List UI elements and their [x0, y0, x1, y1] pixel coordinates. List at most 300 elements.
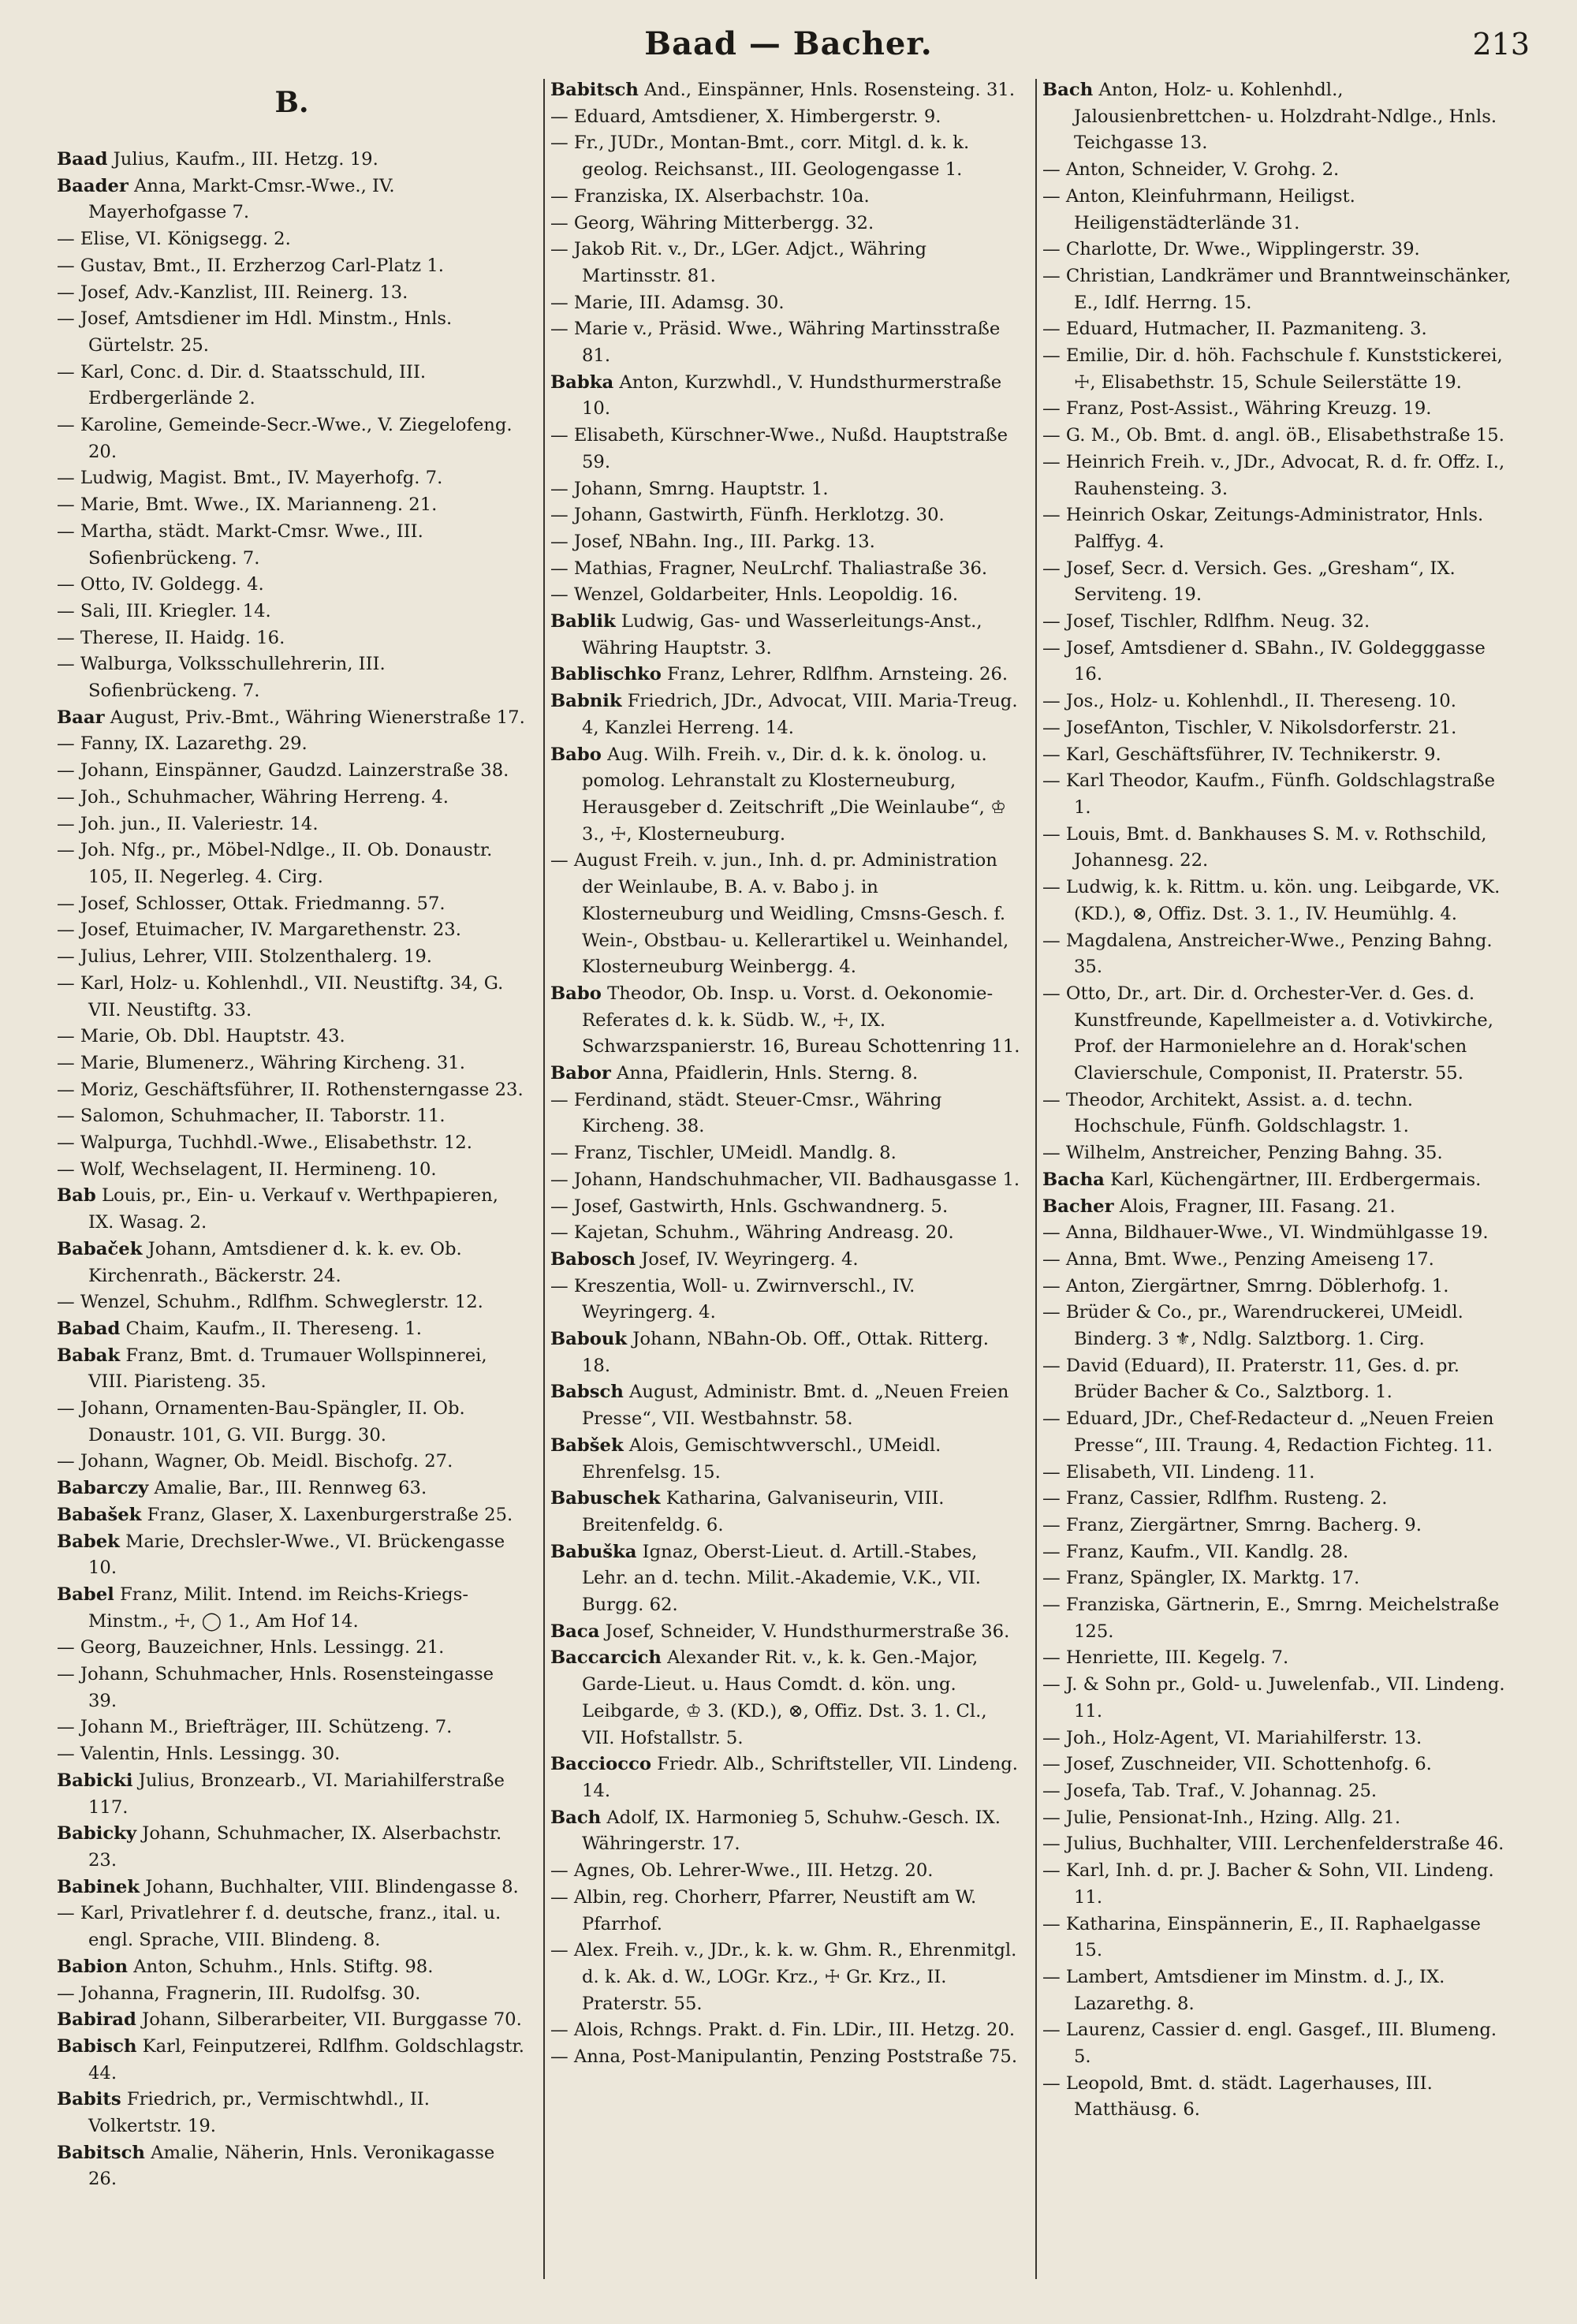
entry-text: — Joh. jun., II. Valeriestr. 14.: [57, 813, 319, 834]
directory-entry: [550, 237, 1020, 289]
entry-text: — Josef, Adv.-Kanzlist, III. Reinerg. 13.: [57, 282, 408, 303]
directory-entry: [550, 1619, 1020, 1646]
entry-text: — Georg, Bauzeichner, Hnls. Lessingg. 21.: [57, 1637, 445, 1658]
directory-entry: [1042, 1300, 1512, 1352]
entry-surname: Babad: [57, 1318, 121, 1339]
entry-text: Julius, Kaufm., III. Hetzg. 19.: [107, 149, 378, 170]
entry-text: — Heinrich Oskar, Zeitungs-Administrator, Hnls. Palffyg. 4.: [1042, 505, 1484, 552]
directory-entry: [1042, 768, 1512, 821]
entry-text: — Franz, Cassier, Rdlfhm. Rusteng. 2.: [1042, 1488, 1388, 1509]
entry-surname: Babo: [550, 744, 602, 765]
entry-text: — Johann, Einspänner, Gaudzd. Lainzerstraße 38.: [57, 760, 509, 782]
directory-entry: [550, 1167, 1020, 1194]
entry-surname: Babinek: [57, 1876, 140, 1897]
directory-entry: [1042, 157, 1512, 184]
entry-text: — Otto, Dr., art. Dir. d. Orchester-Ver. d. Ges. d. Kunstfreunde, Kapellmeister a. d. Votivkirche, Prof. der Harmonielehre an d. Horak'schen Clavierschule, Componist, II. Praterstr. 55.: [1042, 983, 1493, 1084]
entry-text: — Marie, III. Adamsg. 30.: [550, 292, 785, 313]
directory-entry: [1042, 1513, 1512, 1539]
directory-entry: [57, 971, 527, 1024]
directory-entry: [57, 2034, 527, 2087]
directory-entry: [550, 211, 1020, 237]
entry-surname: Bach: [1042, 80, 1094, 100]
directory-entry: [1042, 343, 1512, 396]
entry-text: — Elisabeth, Kürschner-Wwe., Nußd. Hauptstraße 59.: [550, 425, 1008, 472]
entry-surname: Babor: [550, 1063, 611, 1084]
column-divider: [1035, 79, 1037, 2279]
entry-text: — Karl Theodor, Kaufm., Fünfh. Goldschlagstraße 1.: [1042, 770, 1496, 818]
directory-entry: [57, 1502, 527, 1529]
directory-entry: [550, 1486, 1020, 1539]
entry-text: — Magdalena, Anstreicher-Wwe., Penzing Bahng. 35.: [1042, 930, 1493, 978]
entry-text: — Josef, Amtsdiener d. SBahn., IV. Goldegggasse 16.: [1042, 637, 1486, 685]
entry-text: — G. M., Ob. Bmt. d. angl. öB., Elisabethstraße 15.: [1042, 425, 1504, 446]
entry-text: — Walpurga, Tuchhdl.-Wwe., Elisabethstr. 12.: [57, 1132, 472, 1154]
directory-entry: [57, 572, 527, 599]
directory-entry: [550, 1274, 1020, 1326]
entry-text: — Josef, Amtsdiener im Hdl. Minstm., Hnls. Gürtelstr. 25.: [57, 308, 453, 356]
directory-entry: [550, 529, 1020, 556]
entry-text: — Anton, Schneider, V. Grohg. 2.: [1042, 159, 1340, 181]
directory-entry: [57, 1396, 527, 1449]
entry-text: — Josef, Etuimacher, IV. Margarethenstr. 23.: [57, 920, 461, 941]
entry-text: Marie, Drechsler-Wwe., VI. Brückengasse 10.: [88, 1531, 505, 1579]
entry-text: — Karl, Conc. d. Dir. d. Staatsschuld, III. Erdbergerlände 2.: [57, 361, 427, 409]
entry-text: — Johanna, Fragnerin, III. Rudolfsg. 30.: [57, 1983, 421, 2004]
directory-entry: [550, 1140, 1020, 1167]
entry-text: — Anna, Post-Manipulantin, Penzing Poststraße 75.: [550, 2046, 1018, 2068]
directory-entry: [57, 280, 527, 307]
directory-entry: [57, 1529, 527, 1582]
directory-entry: [1042, 1645, 1512, 1672]
directory-entry: [550, 370, 1020, 423]
entry-text: — Alois, Rchngs. Prakt. d. Fin. LDir., III. Hetzg. 20.: [550, 2020, 1016, 2041]
directory-entry: [1042, 1087, 1512, 1140]
directory-entry: [1042, 1565, 1512, 1592]
directory-entry: [57, 1475, 527, 1502]
entry-text: Franz, Glaser, X. Laxenburgerstraße 25.: [141, 1504, 513, 1525]
directory-entry: [1042, 1751, 1512, 1778]
directory-entry: [57, 2087, 527, 2139]
directory-entry: [1042, 742, 1512, 769]
directory-entry: [1042, 1194, 1512, 1221]
entry-text: Franz, Lehrer, Rdlfhm. Arnsteing. 26.: [661, 664, 1008, 685]
directory-entry: [57, 1635, 527, 1662]
entry-surname: Babicki: [57, 1770, 133, 1791]
entry-text: — Josefa, Tab. Traf., V. Johannag. 25.: [1042, 1781, 1378, 1801]
entry-text: — Kajetan, Schuhm., Währing Andreasg. 20.: [550, 1222, 954, 1244]
entry-text: — Josef, Zuschneider, VII. Schottenhofg. 6.: [1042, 1754, 1432, 1775]
directory-entry: [550, 290, 1020, 317]
entry-text: Franz, Milit. Intend. im Reichs-Kriegs-Minstm., ☩, ◯ 1., Am Hof 14.: [88, 1584, 469, 1632]
entry-text: — Marie, Bmt. Wwe., IX. Marianneng. 21.: [57, 494, 438, 516]
entry-text: — Karl, Privatlehrer f. d. deutsche, franz., ital. u. engl. Sprache, VIII. Blindeng. 8.: [57, 1903, 501, 1951]
directory-entry: [57, 785, 527, 811]
page-title: Baad — Bacher.: [644, 25, 933, 62]
entry-text: — Anton, Kleinfuhrmann, Heiligst. Heiligenstädterlände 31.: [1042, 185, 1355, 233]
directory-entry: [1042, 1353, 1512, 1406]
entry-text: — Marie, Blumenerz., Währing Kircheng. 31.: [57, 1052, 465, 1073]
directory-entry: [57, 837, 527, 890]
directory-entry: [57, 705, 527, 732]
directory-entry: [550, 104, 1020, 131]
entry-text: August, Administr. Bmt. d. „Neuen Freien Presse“, VII. Westbahnstr. 58.: [582, 1382, 1009, 1430]
entry-text: Josef, Schneider, V. Hundsthurmerstraße 36.: [599, 1621, 1010, 1642]
entry-text: — Henriette, III. Kegelg. 7.: [1042, 1647, 1289, 1669]
directory-entry: [57, 599, 527, 625]
entry-text: Johann, Silberarbeiter, VII. Burggasse 70.: [136, 2009, 522, 2031]
entry-text: — Brüder & Co., pr., Warendruckerei, UMeidl. Binderg. 3 ⚜, Ndlg. Salztborg. 1. Cirg.: [1042, 1302, 1463, 1350]
entry-surname: Babek: [57, 1531, 120, 1552]
directory-entry: [1042, 1247, 1512, 1274]
entry-text: Amalie, Bar., III. Rennweg 63.: [148, 1478, 427, 1499]
entry-text: — Georg, Währing Mitterbergg. 32.: [550, 212, 874, 233]
directory-entry: [57, 1662, 527, 1714]
directory-entry: [550, 609, 1020, 662]
entry-text: — Johann, Schuhmacher, Hnls. Rosensteingasse 39.: [57, 1664, 494, 1711]
entry-text: — Franziska, IX. Alserbachstr. 10a.: [550, 185, 870, 207]
directory-entry: [57, 625, 527, 652]
entry-text: — Lambert, Amtsdiener im Minstm. d. J., IX. Lazarethg. 8.: [1042, 1966, 1445, 2014]
entry-text: Johann, NBahn-Ob. Off., Ottak. Ritterg. 18.: [582, 1329, 989, 1376]
entry-text: — Johann, Gastwirth, Fünfh. Herklotzg. 30.: [550, 505, 945, 526]
directory-entry: [550, 848, 1020, 981]
entry-surname: Bablik: [550, 611, 616, 632]
directory-entry: [550, 2017, 1020, 2044]
directory-entry: [57, 306, 527, 359]
entry-text: — Julie, Pensionat-Inh., Hzing. Allg. 21.: [1042, 1807, 1401, 1828]
entry-text: — Josef, Secr. d. Versich. Ges. „Gresham“, IX. Serviteng. 19.: [1042, 558, 1456, 606]
entry-text: Anna, Pfaidlerin, Hnls. Sterng. 8.: [610, 1063, 919, 1084]
entry-text: — Anton, Ziergärtner, Smrng. Döblerhofg. 1.: [1042, 1275, 1449, 1296]
directory-entry: [550, 1433, 1020, 1486]
directory-entry: [550, 502, 1020, 529]
entry-text: — Wenzel, Schuhm., Rdlfhm. Schweglerstr. 12.: [57, 1292, 483, 1313]
entry-text: Theodor, Ob. Insp. u. Vorst. d. Oekonomie-Referates d. k. k. Südb. W., ☩, IX. Schwarzspanierstr. 16, Bureau Schottenring 11.: [582, 983, 1020, 1058]
entry-text: — Charlotte, Dr. Wwe., Wipplingerstr. 39.: [1042, 239, 1420, 260]
entry-text: — Jakob Rit. v., Dr., LGer. Adjct., Währing Martinsstr. 81.: [550, 239, 926, 286]
entry-text: — Fanny, IX. Lazarethg. 29.: [57, 733, 308, 755]
directory-entry: [57, 465, 527, 492]
entry-text: Friedrich, JDr., Advocat, VIII. Maria-Treug. 4, Kanzlei Herreng. 14.: [582, 691, 1018, 738]
directory-entry: [57, 1289, 527, 1316]
directory-entry: [550, 1087, 1020, 1140]
directory-entry: [57, 891, 527, 918]
directory-entry: [57, 519, 527, 572]
entry-text: — Franz, Kaufm., VII. Kandlg. 28.: [1042, 1541, 1349, 1562]
entry-text: Anton, Schuhm., Hnls. Stiftg. 98.: [128, 1956, 434, 1977]
directory-entry: [1042, 450, 1512, 502]
directory-entry: [1042, 1220, 1512, 1247]
entry-text: August, Priv.-Bmt., Währing Wienerstraße 17.: [104, 707, 525, 728]
directory-entry: [57, 147, 527, 173]
directory-entry: [57, 1981, 527, 2008]
directory-entry: [57, 2007, 527, 2034]
directory-entry: [1042, 715, 1512, 742]
directory-entry: [57, 1582, 527, 1635]
directory-entry: [550, 130, 1020, 183]
entry-text: — Otto, IV. Goldegg. 4.: [57, 574, 264, 595]
section-letter: B.: [274, 86, 309, 119]
entry-surname: Babisch: [57, 2035, 137, 2057]
entry-text: — Mathias, Fragner, NeuLrchf. Thaliastraße 36.: [550, 558, 988, 579]
directory-entry: [1042, 822, 1512, 875]
page-number: 213: [1472, 27, 1530, 62]
directory-entry: [550, 1938, 1020, 2017]
directory-entry: [57, 811, 527, 838]
directory-entry: [1042, 396, 1512, 423]
entry-text: Friedr. Alb., Schriftsteller, VII. Lindeng. 14.: [582, 1754, 1018, 1801]
entry-text: — Josef, NBahn. Ing., III. Parkg. 13.: [550, 531, 875, 552]
entry-text: — Valentin, Hnls. Lessingg. 30.: [57, 1744, 341, 1765]
directory-entry: [550, 1885, 1020, 1938]
entry-text: Karl, Feinputzerei, Rdlfhm. Goldschlagstr. 44.: [88, 2035, 524, 2083]
entry-text: — Josef, Schlosser, Ottak. Friedmanng. 57.: [57, 893, 446, 914]
directory-entry: [1042, 1274, 1512, 1300]
directory-entry: [57, 1714, 527, 1741]
directory-entry: [550, 1220, 1020, 1247]
entry-text: — Franz, Spängler, IX. Marktg. 17.: [1042, 1568, 1360, 1589]
directory-entry: [550, 77, 1020, 104]
entry-text: — Wolf, Wechselagent, II. Hermineng. 10.: [57, 1158, 437, 1180]
directory-entry: [57, 1768, 527, 1821]
entry-text: Anna, Markt-Cmsr.-Wwe., IV. Mayerhofgasse 7.: [88, 175, 395, 223]
directory-entry: [1042, 2071, 1512, 2124]
entry-surname: Babašek: [57, 1504, 142, 1525]
directory-entry: [57, 758, 527, 785]
entry-text: Louis, pr., Ein- u. Verkauf v. Werthpapieren, IX. Wasag. 2.: [88, 1185, 498, 1233]
entry-text: — Julius, Buchhalter, VIII. Lerchenfelderstraße 46.: [1042, 1833, 1504, 1855]
entry-surname: Babuschek: [550, 1488, 661, 1509]
entry-text: — Fr., JUDr., Montan-Bmt., corr. Mitgl. d. k. k. geolog. Reichsanst., III. Geologengasse 1.: [550, 132, 970, 181]
entry-surname: Babosch: [550, 1248, 636, 1270]
entry-text: — Karl, Geschäftsführer, IV. Technikerstr. 9.: [1042, 744, 1441, 765]
entry-text: — Ludwig, Magist. Bmt., IV. Mayerhofg. 7.: [57, 468, 443, 489]
entry-text: — Wenzel, Goldarbeiter, Hnls. Leopoldig. 16.: [550, 584, 959, 606]
directory-entry: [57, 492, 527, 519]
directory-entry: [550, 423, 1020, 476]
directory-entry: [1042, 1858, 1512, 1911]
entry-text: — Emilie, Dir. d. höh. Fachschule f. Kunststickerei, ☩, Elisabethstr. 15, Schule Seilerstätte 19.: [1042, 345, 1503, 393]
directory-entry: [550, 1247, 1020, 1274]
entry-text: Anton, Holz- u. Kohlenhdl., Jalousienbrettchen- u. Holzdraht-Ndlge., Hnls. Teichgasse 13.: [1074, 80, 1497, 154]
entry-text: — Karl, Holz- u. Kohlenhdl., VII. Neustiftg. 34, G. VII. Neustiftg. 33.: [57, 972, 504, 1020]
directory-entry: [57, 412, 527, 465]
entry-text: — Laurenz, Cassier d. engl. Gasgef., III. Blumeng. 5.: [1042, 2020, 1497, 2068]
entry-text: Ignaz, Oberst-Lieut. d. Artill.-Stabes, Lehr. an d. techn. Milit.-Akademie, V.K., VII. Burgg. 62.: [582, 1541, 982, 1616]
entry-text: Amalie, Näherin, Hnls. Veronikagasse 26.: [88, 2142, 495, 2190]
entry-surname: Babion: [57, 1956, 128, 1977]
entry-text: — Leopold, Bmt. d. städt. Lagerhauses, III. Matthäusg. 6.: [1042, 2072, 1433, 2121]
entry-text: Alexander Rit. v., k. k. Gen.-Major, Garde-Lieut. u. Haus Comdt. d. kön. ung. Leibgarde, ♔ 3. (KD.), ⊗, Offiz. Dst. 3. 1. Cl., VII. Hofstallstr. 5.: [582, 1647, 987, 1748]
entry-surname: Babouk: [550, 1329, 628, 1350]
directory-entry: [1042, 1912, 1512, 1964]
column-divider: [543, 79, 545, 2279]
directory-entry: [1042, 609, 1512, 636]
entry-text: — Anna, Bildhauer-Wwe., VI. Windmühlgasse 19.: [1042, 1222, 1489, 1244]
entry-text: — Jos., Holz- u. Kohlenhdl., II. Thereseng. 10.: [1042, 691, 1456, 712]
entry-text: Anton, Kurzwhdl., V. Hundsthurmerstraße 10.: [582, 371, 1002, 420]
directory-entry: [57, 173, 527, 226]
entry-text: — J. & Sohn pr., Gold- u. Juwelenfab., VII. Lindeng. 11.: [1042, 1674, 1505, 1722]
entry-text: — Joh. Nfg., pr., Möbel-Ndlge., II. Ob. Donaustr. 105, II. Negerleg. 4. Cirg.: [57, 840, 493, 887]
entry-text: Josef, IV. Weyringerg. 4.: [635, 1248, 859, 1270]
directory-entry: [57, 1316, 527, 1343]
entry-text: Johann, Schuhmacher, IX. Alserbachstr. 23.: [88, 1823, 502, 1871]
entry-surname: Babirad: [57, 2009, 136, 2031]
entry-text: — Joh., Schuhmacher, Währing Herreng. 4.: [57, 786, 449, 808]
directory-entry: [57, 1901, 527, 1953]
page-header: [0, 22, 1577, 73]
directory-entry: [1042, 2017, 1512, 2070]
entry-surname: Babicky: [57, 1823, 137, 1845]
entry-text: — Johann, Wagner, Ob. Meidl. Bischofg. 27.: [57, 1451, 453, 1472]
entry-text: Ludwig, Gas- und Wasserleitungs-Anst., Währing Hauptstr. 3.: [582, 611, 982, 658]
entry-surname: Baca: [550, 1621, 600, 1642]
entry-text: — Ludwig, k. k. Rittm. u. kön. ung. Leibgarde, VK. (KD.), ⊗, Offiz. Dst. 3. 1., IV. Heumühlg. 4.: [1042, 877, 1501, 924]
entry-surname: Baar: [57, 707, 105, 728]
entry-text: — Wilhelm, Anstreicher, Penzing Bahng. 35.: [1042, 1143, 1443, 1164]
entry-surname: Babitsch: [550, 80, 639, 100]
directory-entry: [1042, 1539, 1512, 1566]
directory-entry: [550, 662, 1020, 688]
directory-entry: [1042, 1778, 1512, 1805]
entry-text: — Franziska, Gärtnerin, E., Smrng. Meichelstraße 125.: [1042, 1595, 1500, 1642]
directory-entry: [57, 1130, 527, 1157]
directory-entry: [550, 1194, 1020, 1221]
directory-entry: [550, 1061, 1020, 1087]
entry-text: — Karl, Inh. d. pr. J. Bacher & Sohn, VII. Lindeng. 11.: [1042, 1860, 1494, 1908]
entry-text: — Eduard, Amtsdiener, X. Himbergerstr. 9.: [550, 106, 941, 127]
entry-text: — Walburga, Volksschullehrerin, III. Sofienbrückeng. 7.: [57, 654, 386, 702]
directory-entry: [550, 981, 1020, 1061]
entry-text: Johann, Buchhalter, VIII. Blindengasse 8.: [140, 1876, 519, 1897]
directory-entry: [57, 651, 527, 704]
entry-text: — Agnes, Ob. Lehrer-Wwe., III. Hetzg. 20.: [550, 1860, 934, 1882]
directory-entry: [57, 1237, 527, 1289]
directory-entry: [1042, 1725, 1512, 1752]
directory-entry: [1042, 556, 1512, 609]
entry-surname: Babka: [550, 371, 614, 393]
directory-entry: [550, 582, 1020, 609]
entry-surname: Babsch: [550, 1382, 624, 1403]
entry-text: — Sali, III. Kriegler. 14.: [57, 600, 271, 621]
entry-text: Aug. Wilh. Freih. v., Dir. d. k. k. önolog. u. pomolog. Lehranstalt zu Klosterneuburg, Herausgeber d. Zeitschrift „Die Weinlaube“, ♔ 3., ☩, Klosterneuburg.: [582, 744, 1007, 845]
entry-text: — Karoline, Gemeinde-Secr.-Wwe., V. Ziegelofeng. 20.: [57, 415, 513, 462]
directory-entry: [1042, 316, 1512, 343]
directory-entry: [1042, 1964, 1512, 2017]
entry-text: — August Freih. v. jun., Inh. d. pr. Administration der Weinlaube, B. A. v. Babo j. in Klosterneuburg und Weidling, Cmsns-Gesch. f. Wein-, Obstbau- u. Kellerartikel u. Weinhandel, Klosterneuburg Weinbergg. 4.: [550, 850, 1009, 978]
entry-surname: Babits: [57, 2089, 121, 2110]
entry-text: — Johann M., Briefträger, III. Schützeng. 7.: [57, 1717, 453, 1738]
directory-entry: [550, 1751, 1020, 1804]
directory-entry: [1042, 1406, 1512, 1459]
directory-entry: [57, 253, 527, 280]
directory-entry: [1042, 502, 1512, 555]
entry-text: — Johann, Handschuhmacher, VII. Badhausgasse 1.: [550, 1169, 1020, 1190]
entry-surname: Bacher: [1042, 1196, 1114, 1217]
entry-text: — Elise, VI. Königsegg. 2.: [57, 229, 291, 250]
entry-surname: Bablischko: [550, 664, 662, 685]
entry-text: — Christian, Landkrämer und Branntweinschänker, E., Idlf. Herrng. 15.: [1042, 265, 1512, 313]
entry-text: — Martha, städt. Markt-Cmsr. Wwe., III. Sofienbrückeng. 7.: [57, 520, 423, 569]
entry-text: — Alex. Freih. v., JDr., k. k. w. Ghm. R., Ehrenmitgl. d. k. Ak. d. W., LOGr. Krz., ☩ Gr. Krz., II. Praterstr. 55.: [550, 1940, 1017, 2014]
directory-entry: [57, 360, 527, 412]
entry-text: — Katharina, Einspännerin, E., II. Raphaelgasse 15.: [1042, 1913, 1481, 1961]
directory-entry: [57, 1157, 527, 1184]
directory-entry: [1042, 1592, 1512, 1645]
directory-entry: [1042, 184, 1512, 237]
directory-entry: [550, 1379, 1020, 1432]
directory-entry: [1042, 77, 1512, 157]
directory-entry: [1042, 263, 1512, 316]
directory-entry: [1042, 1167, 1512, 1194]
entry-text: — Marie v., Präsid. Wwe., Währing Martinsstraße 81.: [550, 319, 1001, 367]
directory-entry: [550, 742, 1020, 849]
directory-entry: [1042, 688, 1512, 715]
directory-entry: [550, 476, 1020, 503]
entry-surname: Babuška: [550, 1541, 637, 1562]
directory-entry: [57, 1821, 527, 1874]
directory-entry: [1042, 1140, 1512, 1167]
entry-text: — Elisabeth, VII. Lindeng. 11.: [1042, 1461, 1315, 1483]
entry-text: — Franz, Ziergärtner, Smrng. Bacherg. 9.: [1042, 1514, 1422, 1535]
entry-surname: Baader: [57, 175, 129, 196]
directory-entry: [550, 556, 1020, 583]
entry-text: And., Einspänner, Hnls. Rosensteing. 31.: [638, 80, 1016, 100]
entry-surname: Bach: [550, 1807, 602, 1828]
entry-text: — Louis, Bmt. d. Bankhauses S. M. v. Rothschild, Johannesg. 22.: [1042, 823, 1487, 871]
directory-entry: [1042, 981, 1512, 1087]
directory-entry: [550, 688, 1020, 741]
directory-entry: [1042, 1805, 1512, 1832]
entry-text: — Moriz, Geschäftsführer, II. Rothensterngasse 23.: [57, 1079, 524, 1100]
directory-entry: [57, 1449, 527, 1475]
directory-entry: [57, 944, 527, 971]
entry-text: Franz, Bmt. d. Trumauer Wollspinnerei, VIII. Piaristeng. 35.: [88, 1345, 487, 1393]
column-2: [550, 77, 1020, 2301]
entry-surname: Babo: [550, 983, 602, 1004]
entry-text: Karl, Küchengärtner, III. Erdbergermais.: [1104, 1169, 1482, 1190]
directory-entry: [57, 1343, 527, 1396]
directory-entry: [1042, 636, 1512, 688]
entry-text: — Therese, II. Haidg. 16.: [57, 627, 285, 648]
directory-entry: [1042, 875, 1512, 927]
directory-entry: [1042, 237, 1512, 263]
directory-entry: [1042, 928, 1512, 981]
directory-entry: [550, 184, 1020, 211]
directory-entry: [550, 1326, 1020, 1379]
directory-entry: [57, 731, 527, 758]
entry-text: — Kreszentia, Woll- u. Zwirnverschl., IV. Weyringerg. 4.: [550, 1275, 915, 1323]
entry-text: — JosefAnton, Tischler, V. Nikolsdorferstr. 21.: [1042, 717, 1457, 738]
entry-text: — Julius, Lehrer, VIII. Stolzenthalerg. 19.: [57, 946, 433, 968]
entry-text: — Anna, Bmt. Wwe., Penzing Ameiseng 17.: [1042, 1248, 1434, 1270]
directory-entry: [57, 1183, 527, 1236]
entry-text: Alois, Fragner, III. Fasang. 21.: [1113, 1196, 1396, 1217]
entry-text: Johann, Amtsdiener d. k. k. ev. Ob. Kirchenrath., Bäckerstr. 24.: [88, 1238, 462, 1286]
directory-entry: [57, 1741, 527, 1768]
column-1: [57, 77, 527, 2301]
entry-text: Alois, Gemischtwverschl., UMeidl. Ehrenfelsg. 15.: [582, 1434, 941, 1483]
entry-text: — Ferdinand, städt. Steuer-Cmsr., Währing Kircheng. 38.: [550, 1089, 942, 1137]
entry-surname: Babitsch: [57, 2142, 145, 2163]
entry-surname: Babak: [57, 1345, 121, 1366]
directory-entry: [550, 1805, 1020, 1858]
entry-surname: Babnik: [550, 691, 622, 712]
directory-entry: [57, 1024, 527, 1050]
entry-surname: Baccarcich: [550, 1647, 662, 1669]
directory-entry: [550, 316, 1020, 369]
